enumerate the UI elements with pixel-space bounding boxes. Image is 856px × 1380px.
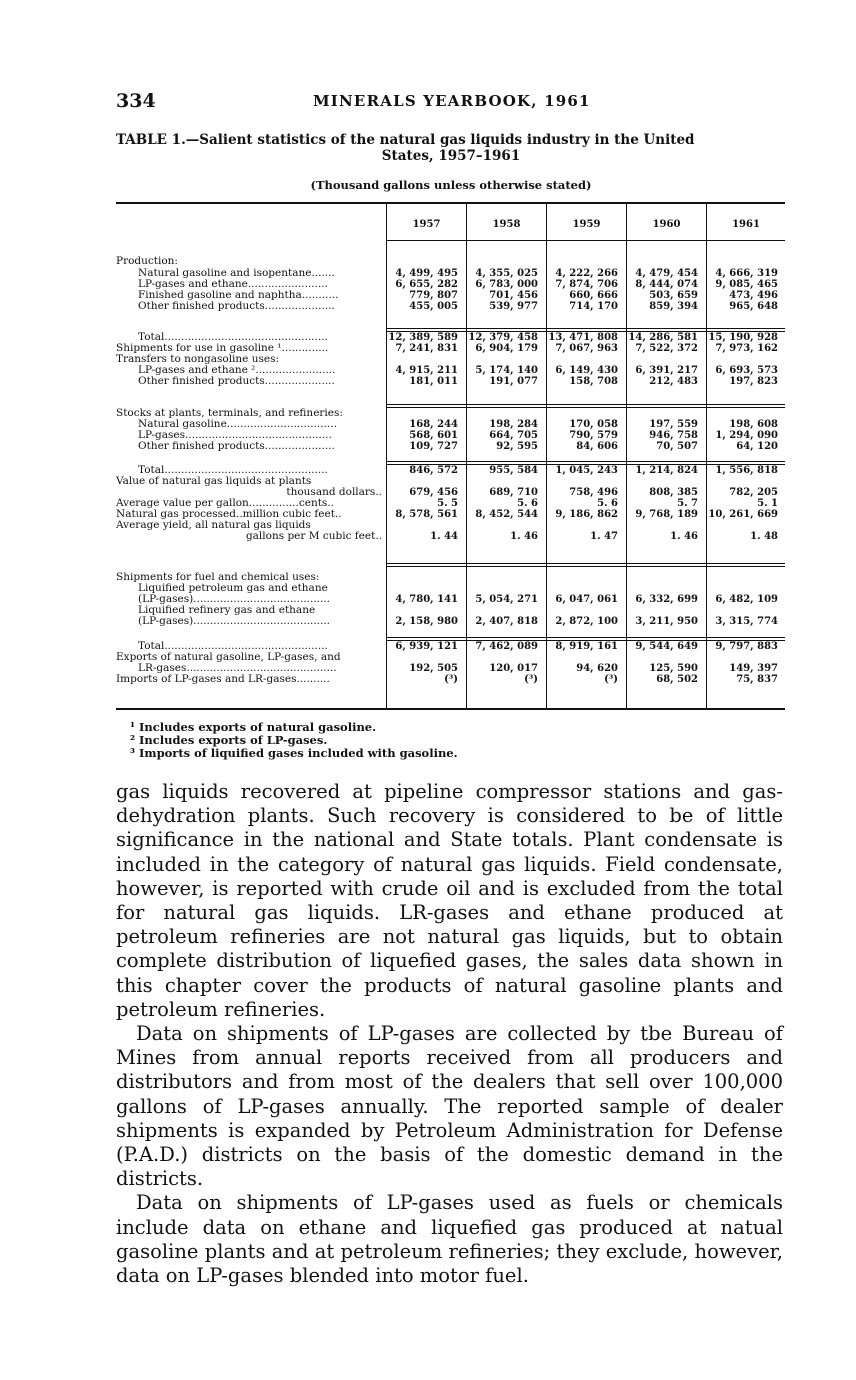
table-row xyxy=(116,487,785,498)
row-label: Production: xyxy=(116,256,178,267)
cell-value: 3, 211, 950 xyxy=(635,616,698,627)
cell-value: 197, 823 xyxy=(729,376,778,387)
cell-value: 664, 705 xyxy=(489,430,538,441)
cell-value: 846, 572 xyxy=(409,465,458,476)
cell-value: 7, 462, 089 xyxy=(475,641,538,652)
cell-value: 1, 214, 824 xyxy=(635,465,698,476)
cell-value: 1, 556, 818 xyxy=(715,465,778,476)
paragraph: gas liquids recovered at pipeline compressor stations and gas-dehydration plants. Such recovery is considered to be of little significance in the national and State totals. Plant condensate is included in the category of natural gas liquids. Field condensate, however, is reported with crude oil and is excluded from the total for natural gas liquids. LR-gases and ethane produced at petroleum refineries are not natural gas liquids, but to obtain complete distribution of liquefied gases, the sales data shown in this chapter cover the products of natural gasoline plants and petroleum refineries. xyxy=(116,780,783,1021)
cell-value: 503, 659 xyxy=(649,290,698,301)
cell-value: 1. 46 xyxy=(670,531,698,542)
column-header-year: 1960 xyxy=(652,219,681,230)
cell-value: 92, 595 xyxy=(496,441,538,452)
cell-value: 1. 48 xyxy=(750,531,778,542)
cell-value: 946, 758 xyxy=(649,430,698,441)
row-label: Stocks at plants, terminals, and refineries: xyxy=(116,408,343,419)
cell-value: 2, 872, 100 xyxy=(555,616,618,627)
cell-value: 68, 502 xyxy=(656,674,698,685)
cell-value: 6, 939, 121 xyxy=(395,641,458,652)
cell-value: 8, 578, 561 xyxy=(395,509,458,520)
table-row xyxy=(116,365,785,376)
footnote: ³ Imports of liquified gases included with gasoline. xyxy=(130,746,458,760)
table-row xyxy=(116,343,785,354)
row-label: Imports of LP-gases and LR-gases.......... xyxy=(116,674,330,685)
cell-value: 168, 244 xyxy=(409,419,458,430)
row-label: Natural gasoline................................. xyxy=(138,419,337,430)
column-header-year: 1959 xyxy=(572,219,601,230)
cell-value: 4, 222, 266 xyxy=(555,268,618,279)
table-footnotes xyxy=(130,721,730,760)
row-label: Natural gasoline and isopentane....... xyxy=(138,268,335,279)
row-label: thousand dollars.. xyxy=(286,487,382,498)
table-caption-line-1: TABLE 1.—Salient statistics of the natural gas liquids industry in the United xyxy=(116,132,695,148)
cell-value: 8, 452, 544 xyxy=(475,509,538,520)
cell-value: 12, 389, 589 xyxy=(388,332,458,343)
cell-value: 1, 045, 243 xyxy=(555,465,618,476)
page-header xyxy=(116,90,786,114)
cell-value: 191, 077 xyxy=(489,376,538,387)
cell-value: 965, 648 xyxy=(729,301,778,312)
row-label: LR-gases............................................. xyxy=(138,663,337,674)
table-bottom-rule xyxy=(116,708,785,710)
table-row xyxy=(116,641,785,652)
row-label: gallons per M cubic feet.. xyxy=(245,531,382,542)
cell-value: 14, 286, 581 xyxy=(628,332,698,343)
cell-value: 7, 067, 963 xyxy=(555,343,618,354)
cell-value: 6, 482, 109 xyxy=(715,594,778,605)
cell-value: 1. 47 xyxy=(590,531,618,542)
cell-value: 808, 385 xyxy=(649,487,698,498)
row-label: (LP-gases)......................................... xyxy=(138,594,331,605)
cell-value: 15, 190, 928 xyxy=(708,332,778,343)
cell-value: 660, 666 xyxy=(569,290,618,301)
cell-value: (³) xyxy=(524,674,538,685)
table-row xyxy=(116,674,785,685)
cell-value: 1. 44 xyxy=(430,531,458,542)
table-row xyxy=(116,663,785,674)
table-row xyxy=(116,605,785,616)
table-row xyxy=(116,441,785,452)
cell-value: 701, 456 xyxy=(489,290,538,301)
cell-value: 779, 807 xyxy=(409,290,458,301)
cell-value: 120, 017 xyxy=(489,663,538,674)
table-top-rule xyxy=(116,202,785,204)
cell-value: 6, 783, 000 xyxy=(475,279,538,290)
row-label: Average yield, all natural gas liquids xyxy=(116,520,311,531)
table-row xyxy=(116,594,785,605)
statistics-table xyxy=(116,202,785,710)
cell-value: 8, 444, 074 xyxy=(635,279,698,290)
cell-value: 75, 837 xyxy=(736,674,778,685)
cell-value: 6, 693, 573 xyxy=(715,365,778,376)
table-caption-line-2: States, 1957–1961 xyxy=(381,148,521,164)
cell-value: 758, 496 xyxy=(569,487,618,498)
cell-value: 7, 973, 162 xyxy=(715,343,778,354)
cell-value: 10, 261, 669 xyxy=(708,509,778,520)
table-row xyxy=(116,256,785,267)
cell-value: 9, 797, 883 xyxy=(715,641,778,652)
cell-value: 70, 507 xyxy=(656,441,698,452)
row-label: Transfers to nongasoline uses: xyxy=(116,354,280,365)
column-header-year: 1958 xyxy=(492,219,521,230)
page-number: 334 xyxy=(116,90,156,112)
cell-value: 192, 505 xyxy=(409,663,458,674)
column-header-year: 1957 xyxy=(412,219,441,230)
cell-value: 109, 727 xyxy=(409,441,458,452)
cell-value: 4, 915, 211 xyxy=(395,365,458,376)
table-row xyxy=(116,476,785,487)
row-label: Liquified refinery gas and ethane xyxy=(138,605,316,616)
row-label: LP-gases and ethane ²........................ xyxy=(138,365,336,376)
row-label: Other finished products..................... xyxy=(138,441,335,452)
table-row xyxy=(116,583,785,594)
cell-value: 4, 666, 319 xyxy=(715,268,778,279)
table-row xyxy=(116,572,785,583)
table-row xyxy=(116,408,785,419)
row-label: Total................................................. xyxy=(138,465,328,476)
cell-value: 125, 590 xyxy=(649,663,698,674)
table-row xyxy=(116,279,785,290)
footnote: ¹ Includes exports of natural gasoline. xyxy=(130,720,377,734)
running-head: MINERALS YEARBOOK, 1961 xyxy=(313,92,591,110)
cell-value: 1. 46 xyxy=(510,531,538,542)
cell-value: 782, 205 xyxy=(729,487,778,498)
cell-value: 4, 780, 141 xyxy=(395,594,458,605)
table-row xyxy=(116,301,785,312)
cell-value: (³) xyxy=(444,674,458,685)
table-row xyxy=(116,268,785,279)
cell-value: 212, 483 xyxy=(649,376,698,387)
row-label: Liquified petroleum gas and ethane xyxy=(138,583,328,594)
table-row xyxy=(116,376,785,387)
table-row xyxy=(116,520,785,531)
cell-value: 5. 5 xyxy=(437,498,458,509)
cell-value: 6, 391, 217 xyxy=(635,365,698,376)
table-row xyxy=(116,465,785,476)
cell-value: 679, 456 xyxy=(409,487,458,498)
row-label: Value of natural gas liquids at plants xyxy=(116,476,312,487)
cell-value: 94, 620 xyxy=(576,663,618,674)
cell-value: 568, 601 xyxy=(409,430,458,441)
table-row xyxy=(116,332,785,343)
cell-value: 859, 394 xyxy=(649,301,698,312)
cell-value: 84, 606 xyxy=(576,441,618,452)
table-row xyxy=(116,509,785,520)
body-text xyxy=(116,780,783,1288)
cell-value: 6, 904, 179 xyxy=(475,343,538,354)
paragraph: Data on shipments of LP-gases are collected by tbe Bureau of Mines from annual reports received from all producers and distributors and from most of the dealers that sell over 100,000 gallons of LP-gases annually. The reported sample of dealer shipments is expanded by Petroleum Administration for Defense (P.A.D.) districts on the basis of the domestic demand in the districts. xyxy=(116,1022,783,1191)
cell-value: 198, 608 xyxy=(729,419,778,430)
cell-value: 9, 544, 649 xyxy=(635,641,698,652)
row-label: Natural gas processed..million cubic feet.. xyxy=(116,509,342,520)
cell-value: 5, 174, 140 xyxy=(475,365,538,376)
row-label: (LP-gases)......................................... xyxy=(138,616,331,627)
table-row xyxy=(116,616,785,627)
cell-value: 2, 407, 818 xyxy=(475,616,538,627)
paragraph: Data on shipments of LP-gases used as fuels or chemicals include data on ethane and liquefied gas produced at natual gasoline plants and at petroleum refineries; they exclude, however, data on LP-gases blended into motor fuel. xyxy=(116,1191,783,1288)
cell-value: 5, 054, 271 xyxy=(475,594,538,605)
table-row xyxy=(116,430,785,441)
cell-value: 170, 058 xyxy=(569,419,618,430)
cell-value: 13, 471, 808 xyxy=(548,332,618,343)
cell-value: (³) xyxy=(604,674,618,685)
row-label: Average value per gallon...............cents.. xyxy=(116,498,334,509)
table-caption xyxy=(116,132,786,164)
cell-value: 4, 355, 025 xyxy=(475,268,538,279)
cell-value: 539, 977 xyxy=(489,301,538,312)
row-label: Shipments for use in gasoline ¹.............. xyxy=(116,343,329,354)
column-header-year: 1961 xyxy=(732,219,760,230)
cell-value: 3, 315, 774 xyxy=(715,616,778,627)
cell-value: 8, 919, 161 xyxy=(555,641,618,652)
cell-value: 5. 6 xyxy=(597,498,618,509)
table-row xyxy=(116,290,785,301)
footnote: ² Includes exports of LP-gases. xyxy=(130,733,328,747)
cell-value: 158, 708 xyxy=(569,376,618,387)
cell-value: 6, 149, 430 xyxy=(555,365,618,376)
cell-value: 714, 170 xyxy=(569,301,618,312)
row-label: Total................................................. xyxy=(138,641,328,652)
row-label: LP-gases............................................ xyxy=(138,430,332,441)
row-label: LP-gases and ethane........................ xyxy=(138,279,328,290)
row-label: Other finished products..................... xyxy=(138,301,335,312)
table-units-note: (Thousand gallons unless otherwise stated) xyxy=(310,178,592,192)
table-header-rule xyxy=(387,240,785,241)
cell-value: 6, 047, 061 xyxy=(555,594,618,605)
cell-value: 1, 294, 090 xyxy=(715,430,778,441)
cell-value: 7, 874, 706 xyxy=(555,279,618,290)
section-rule xyxy=(387,563,785,567)
cell-value: 4, 479, 454 xyxy=(635,268,698,279)
cell-value: 5. 6 xyxy=(517,498,538,509)
cell-value: 473, 496 xyxy=(729,290,778,301)
row-label: Exports of natural gasoline, LP-gases, and xyxy=(116,652,341,663)
cell-value: 197, 559 xyxy=(649,419,698,430)
row-label: Total................................................. xyxy=(138,332,328,343)
cell-value: 181, 011 xyxy=(409,376,458,387)
cell-value: 7, 241, 831 xyxy=(395,343,458,354)
row-label: Other finished products..................... xyxy=(138,376,335,387)
cell-value: 5. 7 xyxy=(677,498,698,509)
cell-value: 455, 005 xyxy=(409,301,458,312)
table-row xyxy=(116,531,785,542)
table-row xyxy=(116,354,785,365)
row-label: Shipments for fuel and chemical uses: xyxy=(116,572,320,583)
cell-value: 5. 1 xyxy=(757,498,778,509)
cell-value: 2, 158, 980 xyxy=(395,616,458,627)
cell-value: 9, 768, 189 xyxy=(635,509,698,520)
table-row xyxy=(116,652,785,663)
cell-value: 9, 186, 862 xyxy=(555,509,618,520)
cell-value: 12, 379, 458 xyxy=(468,332,538,343)
cell-value: 64, 120 xyxy=(736,441,778,452)
cell-value: 4, 499, 495 xyxy=(395,268,458,279)
row-label: Finished gasoline and naphtha........... xyxy=(138,290,339,301)
cell-value: 6, 332, 699 xyxy=(635,594,698,605)
cell-value: 6, 655, 282 xyxy=(395,279,458,290)
cell-value: 790, 579 xyxy=(569,430,618,441)
cell-value: 955, 584 xyxy=(489,465,538,476)
cell-value: 7, 522, 372 xyxy=(635,343,698,354)
cell-value: 198, 284 xyxy=(489,419,538,430)
table-row xyxy=(116,419,785,430)
cell-value: 689, 710 xyxy=(489,487,538,498)
cell-value: 149, 397 xyxy=(729,663,778,674)
cell-value: 9, 085, 465 xyxy=(715,279,778,290)
table-row xyxy=(116,498,785,509)
